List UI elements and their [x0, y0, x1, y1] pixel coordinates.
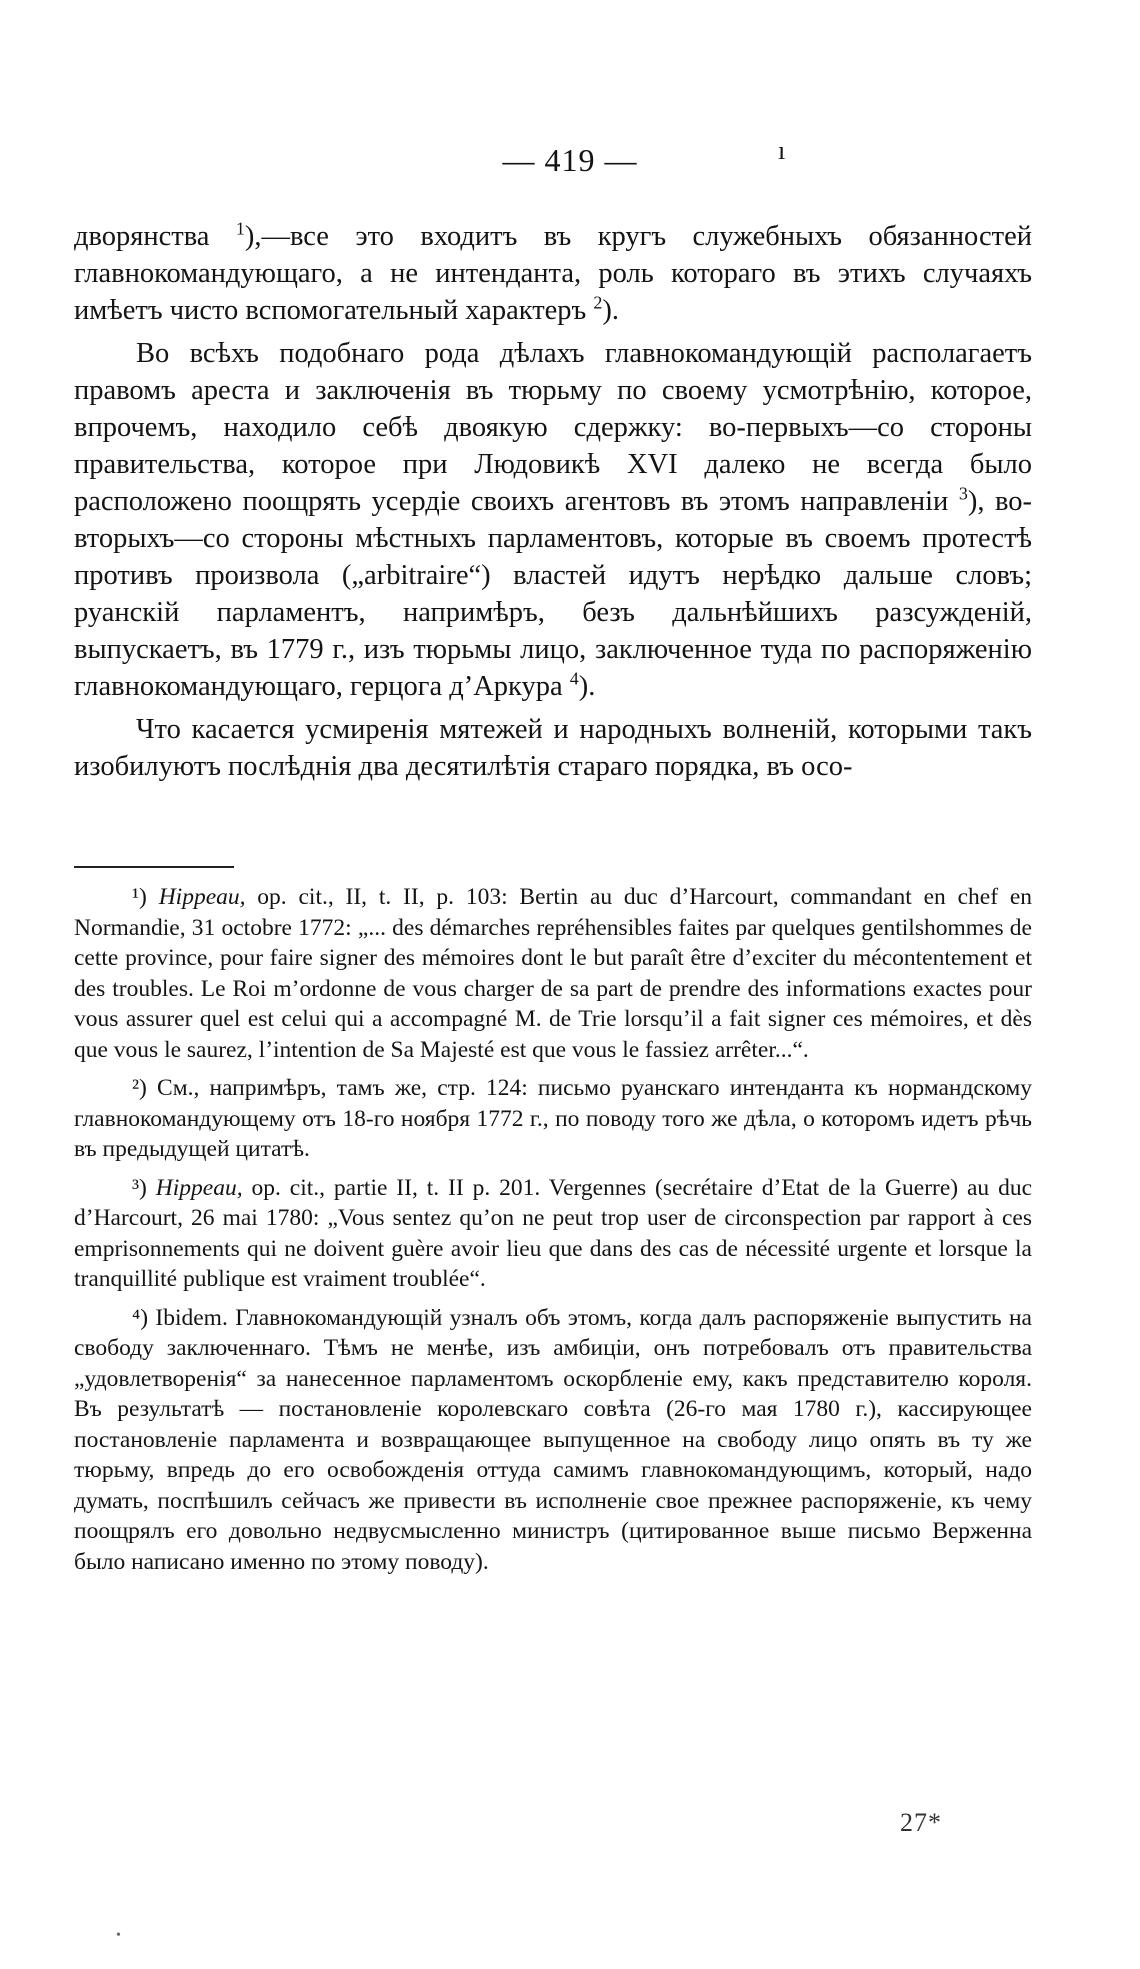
- footnote-1-text: op. cit., II, t. II, p. 103: Bertin au duc d’Harcourt, commandant en chef en Normandie, 31 octobre 1772: „... des démarches repréhensibles faites par quelques gentilshommes de cette province, pour faire signer des mémoires dont le but paraît être d’exciter du mécontentement et des troubles. Le Roi m’ordonne de vous charger de sa part de prendre des informations exactes pour vous assurer quel est celui qui a accompagné M. de Trie lorsqu’il a fait signer ces mémoires, et dès que vous le saurez, l’intention de Sa Majesté est que vous le fassiez arrêter...“.: [74, 884, 1033, 1063]
- p1-text-c: ).: [602, 295, 620, 326]
- footnote-1-number: ¹): [132, 884, 147, 910]
- paragraph-1: [74, 218, 1032, 329]
- footnote-ref-2: 2: [593, 292, 603, 313]
- stray-ink-mark: ı: [778, 136, 786, 165]
- footnote-2-text: См., напримѣръ, тамъ же, стр. 124: письмо руанскаго интенданта къ нормандскому главнокомандующему отъ 18-го ноября 1772 г., по поводу того же дѣла, о которомъ идетъ рѣчь въ предыдущей цитатѣ.: [74, 1075, 1032, 1162]
- bottom-ink-mark: •: [116, 1928, 121, 1943]
- printer-signature-mark: 27*: [900, 1808, 942, 1837]
- p2-text-b: ), во-вторыхъ—со стороны мѣстныхъ парламентовъ, которые въ своемъ протестѣ противъ произвола („arbitraire“) властей идутъ нерѣдко дальше словъ; руанскій парламентъ, напримѣръ, безъ дальнѣйшихъ разсужденій, выпускаетъ, въ 1779 г., изъ тюрьмы лицо, заключенное туда по распоряженію главнокомандующаго, герцога д’Аркура: [74, 486, 1032, 702]
- footnote-4-number: ⁴): [132, 1304, 149, 1331]
- p2-text-a: Во всѣхъ подобнаго рода дѣлахъ главнокомандующій располагаетъ правомъ ареста и заключенія въ тюрьму по своему усмотрѣнію, которое, впрочемъ, находило себѣ двоякую сдержку: во-первыхъ—со стороны правительства, которое при Людовикѣ XVI далеко не всегда было расположено поощрять усердіе своихъ агентовъ въ этомъ направленіи: [74, 338, 1032, 517]
- footnote-3: [74, 1173, 1032, 1295]
- footnotes: [74, 882, 1032, 1585]
- footnote-1-author: Hippeau,: [158, 884, 246, 910]
- p1-text-b: ),—все это входитъ въ кругъ служебныхъ обязанностей главнокомандующаго, а не интенданта, роль котораго въ этихъ случаяхъ имѣетъ чисто вспомогательный характеръ: [74, 221, 1032, 326]
- footnote-ref-3: 3: [958, 483, 968, 504]
- main-text: [74, 218, 1032, 785]
- page-number: — 419 —: [502, 142, 638, 178]
- paragraph-2: [74, 335, 1032, 705]
- footnote-4: [74, 1303, 1032, 1578]
- footnote-2: [74, 1073, 1032, 1165]
- footnote-separator: [74, 866, 234, 868]
- footnote-ref-1: 1: [235, 218, 245, 239]
- footnote-1: [74, 882, 1032, 1065]
- footnote-ref-4: 4: [569, 668, 579, 689]
- footnote-3-author: Hippeau,: [155, 1174, 243, 1201]
- footnote-3-number: ³): [132, 1174, 147, 1201]
- paragraph-3: Что касается усмиренія мятежей и народныхъ волненій, которыми такъ изобилуютъ послѣднія два десятилѣтія стараго порядка, въ осо-: [74, 714, 1032, 782]
- footnote-3-text: op. cit., partie II, t. II p. 201. Vergennes (secrétaire d’Etat de la Guerre) au duc d’Harcourt, 26 mai 1780: „Vous sentez qu’on ne peut trop user de circonspection par rapport à ces emprisonnements qui ne doivent guère avoir lieu que dans des cas de nécessité urgente et lorsque la tranquillité publique est vraiment troublée“.: [74, 1174, 1033, 1292]
- p1-text-a: дворянства: [74, 221, 236, 252]
- p2-text-c: ).: [578, 671, 596, 702]
- footnote-4-text: Ibidem. Главнокомандующій узналъ объ этомъ, когда далъ распоряженіе выпустить на свободу заключеннаго. Тѣмъ не менѣе, изъ амбиціи, онъ потребовалъ отъ правительства „удовлетворенія“ за нанесенное парламентомъ оскорбленіе ему, какъ представителю короля. Въ результатѣ — постановленіе королевскаго совѣта (26-го мая 1780 г.), кассирующее постановленіе парламента и возвращающее выпущенное на свободу лицо опять въ ту же тюрьму, впредь до его освобожденія оттуда самимъ главнокомандующимъ, который, надо думать, поспѣшилъ сейчасъ же привести въ исполненіе свое прежнее распоряженіе, къ чему поощрялъ его довольно недвусмысленно министръ (цитированное выше письмо Верженна было написано именно по этому поводу).: [74, 1304, 1032, 1575]
- footnote-2-number: ²): [132, 1075, 147, 1101]
